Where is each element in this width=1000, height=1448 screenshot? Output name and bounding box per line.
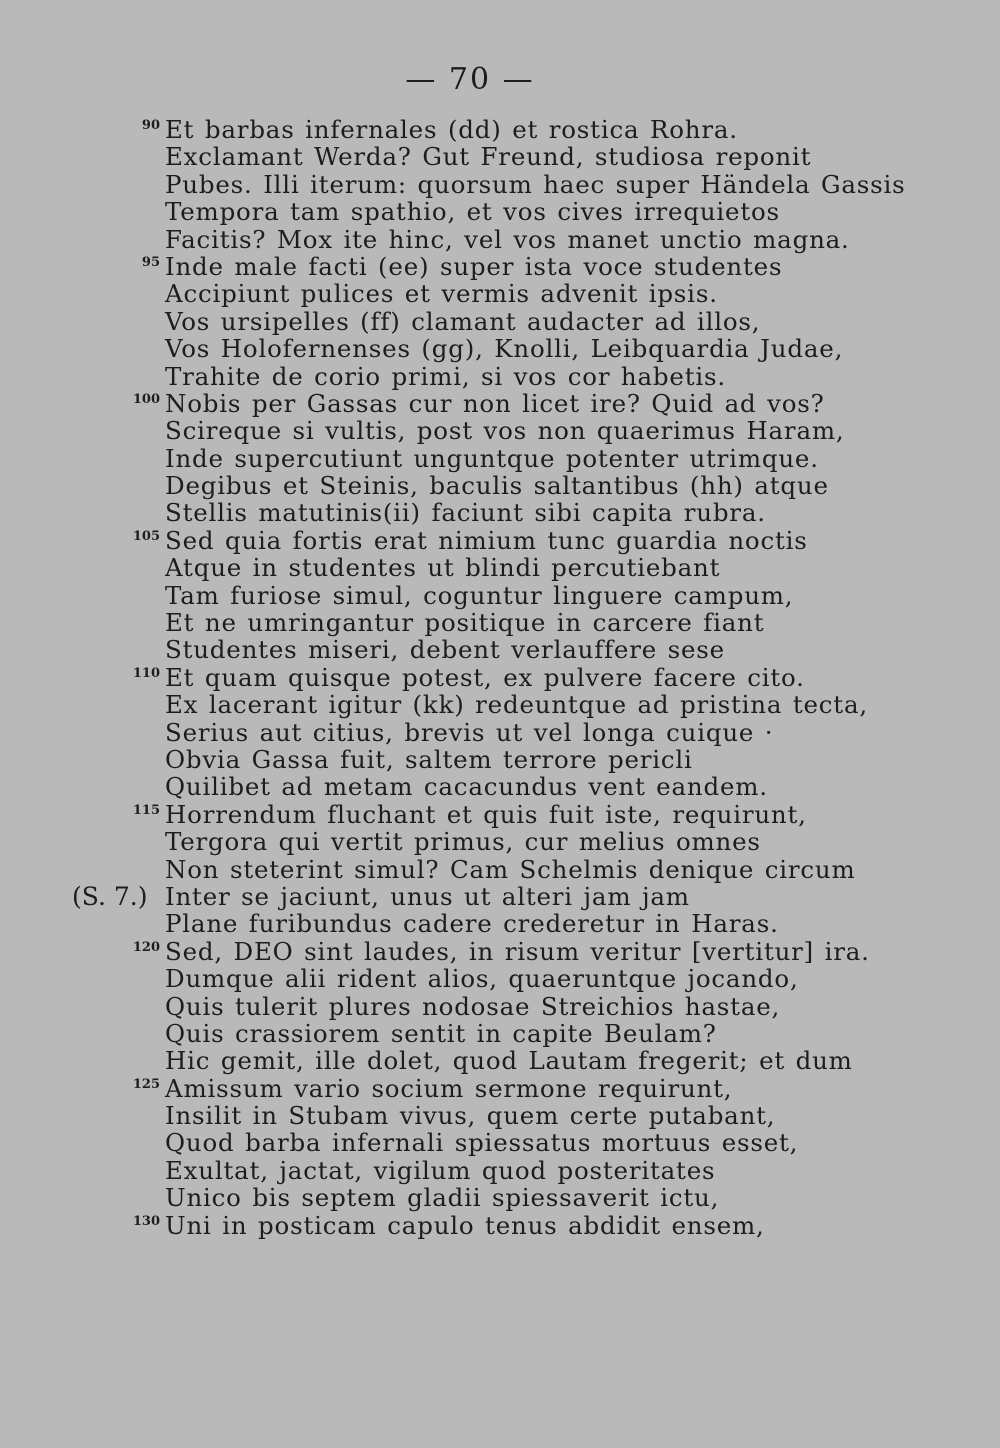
verse-number: 130 <box>132 1213 160 1229</box>
verse-line <box>0 280 1000 307</box>
verse-line <box>0 1212 1000 1239</box>
verse-text: Horrendum fluchant et quis fuit iste, requirunt, <box>165 799 807 829</box>
verse-line <box>0 664 1000 691</box>
verse-line <box>0 308 1000 335</box>
verse-number: 90 <box>141 118 160 133</box>
verse-text: Serius aut citius, brevis ut vel longa cuique · <box>165 717 774 747</box>
verse-text: Quis tulerit plures nodosae Streichios hastae, <box>165 991 781 1021</box>
verse-text: Trahite de corio primi, si vos cor habetis. <box>165 361 726 391</box>
verse-text: Dumque alii rident alios, quaeruntque jocando, <box>165 964 799 994</box>
verse-line <box>0 143 1000 170</box>
verse-line <box>0 554 1000 581</box>
verse-line <box>0 856 1000 883</box>
verse-text: Nobis per Gassas cur non licet ire? Quid ad vos? <box>165 388 825 418</box>
verse-text: Ex lacerant igitur (kk) redeuntque ad pristina tecta, <box>165 690 868 720</box>
verse-text: Sed quia fortis erat nimium tunc guardia noctis <box>165 525 808 555</box>
verse-line <box>0 1102 1000 1129</box>
verse-line <box>0 1020 1000 1047</box>
verse-text: Uni in posticam capulo tenus abdidit ensem, <box>165 1210 765 1240</box>
verse-text: Hic gemit, ille dolet, quod Lautam fregerit; et dum <box>165 1046 853 1076</box>
verse-line <box>0 1129 1000 1156</box>
verse-text: Tam furiose simul, coguntur linguere campum, <box>165 580 794 610</box>
verse-text: Non steterint simul? Cam Schelmis denique circum <box>165 854 856 884</box>
verse-line <box>0 691 1000 718</box>
verse-text: Exclamant Werda? Gut Freund, studiosa reponit <box>165 142 812 172</box>
verse-line <box>0 335 1000 362</box>
verse-text: Studentes miseri, debent verlauffere sese <box>165 635 725 665</box>
verse-text: Sed, DEO sint laudes, in risum veritur [vertitur] ira. <box>165 936 870 966</box>
verse-line <box>0 1075 1000 1102</box>
verse-line <box>0 171 1000 198</box>
verse-number: 100 <box>132 391 160 407</box>
verse-text: Vos ursipelles (ff) clamant audacter ad illos, <box>165 306 761 336</box>
verse-line <box>0 417 1000 444</box>
verse-line <box>0 527 1000 554</box>
verse-text: Pubes. Illi iterum: quorsum haec super Händela Gassis <box>165 169 906 199</box>
source-page-reference: (S. 7.) <box>72 881 148 911</box>
verse-text: Unico bis septem gladii spiessaverit ictu, <box>165 1183 720 1213</box>
verse-text: Stellis matutinis(ii) faciunt sibi capita rubra. <box>165 498 766 528</box>
verse-text: Quis crassiorem sentit in capite Beulam? <box>165 1018 717 1048</box>
verse-line <box>0 746 1000 773</box>
verse-text: Tergora qui vertit primus, cur melius omnes <box>165 827 761 857</box>
verse-number: 110 <box>132 665 160 681</box>
verse-list <box>0 116 1000 1239</box>
verse-number: 120 <box>132 939 160 955</box>
verse-line <box>0 253 1000 280</box>
verse-text: Exultat, jactat, vigilum quod posteritates <box>165 1155 716 1185</box>
verse-line <box>0 390 1000 417</box>
verse-text: Quilibet ad metam cacacundus vent eandem. <box>165 772 768 802</box>
verse-text: Facitis? Mox ite hinc, vel vos manet unctio magna. <box>165 224 850 254</box>
verse-text: Vos Holofernenses (gg), Knolli, Leibquardia Judae, <box>165 334 844 364</box>
verse-text: Quod barba infernali spiessatus mortuus esset, <box>165 1128 799 1158</box>
verse-line <box>0 472 1000 499</box>
verse-text: Accipiunt pulices et vermis advenit ipsis. <box>165 279 718 309</box>
verse-line <box>0 828 1000 855</box>
verse-line <box>0 116 1000 143</box>
verse-line <box>0 1157 1000 1184</box>
verse-text: Atque in studentes ut blindi percutiebant <box>165 553 721 583</box>
verse-line <box>0 938 1000 965</box>
page-number: — 70 — <box>405 62 535 97</box>
verse-text: Inde male facti (ee) super ista voce studentes <box>165 251 783 281</box>
verse-number: 125 <box>132 1076 160 1092</box>
verse-text: Scireque si vultis, post vos non quaerimus Haram, <box>165 416 845 446</box>
verse-text: Et barbas infernales (dd) et rostica Rohra. <box>165 115 738 144</box>
verse-line <box>0 719 1000 746</box>
verse-text: Et ne umringantur positique in carcere fiant <box>165 608 765 638</box>
verse-text: Et quam quisque potest, ex pulvere facere cito. <box>165 662 805 692</box>
verse-line <box>0 582 1000 609</box>
verse-line <box>0 883 1000 910</box>
verse-line <box>0 198 1000 225</box>
verse-line <box>0 609 1000 636</box>
verse-number: 115 <box>132 802 160 818</box>
verse-number: 95 <box>141 254 160 270</box>
verse-text: Inde supercutiunt unguntque potenter utrimque. <box>165 443 819 473</box>
verse-text: Amissum vario socium sermone requirunt, <box>165 1073 733 1103</box>
verse-text: Inter se jaciunt, unus ut alteri jam jam <box>165 881 690 911</box>
verse-text: Insilit in Stubam vivus, quem certe putabant, <box>165 1101 776 1131</box>
verse-text: Tempora tam spathio, et vos cives irrequietos <box>165 197 780 227</box>
verse-text: Degibus et Steinis, baculis saltantibus (hh) atque <box>165 471 829 501</box>
verse-text: Plane furibundus cadere crederetur in Haras. <box>165 909 779 939</box>
verse-line <box>0 993 1000 1020</box>
verse-number: 105 <box>132 528 160 544</box>
verse-text: Obvia Gassa fuit, saltem terrore pericli <box>165 744 693 774</box>
verse-line <box>0 965 1000 992</box>
verse-line <box>0 445 1000 472</box>
verse-line <box>0 801 1000 828</box>
